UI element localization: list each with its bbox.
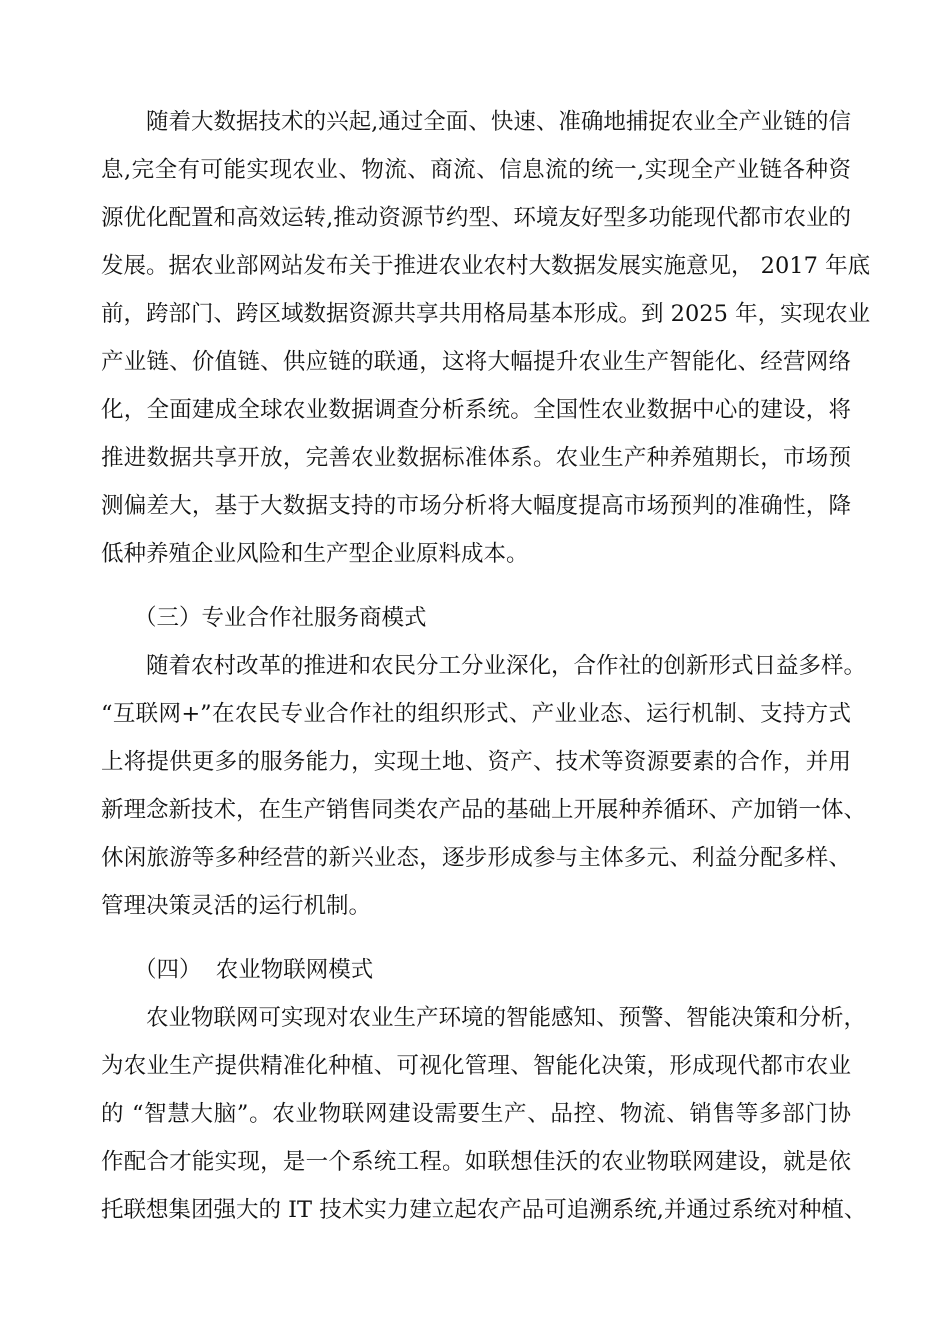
paragraph-1-line-2: 息,完全有可能实现农业、物流、商流、信息流的统一,实现全产业链各种资 (101, 157, 851, 183)
paragraph-1-line-9: 测偏差大，基于大数据支持的市场分析将大幅度提高市场预判的准确性，降 (101, 493, 851, 519)
section-heading-4: （四） 农业物联网模式 (134, 957, 374, 983)
paragraph-3-line-4: 作配合才能实现，是一个系统工程。如联想佳沃的农业物联网建设，就是依 (101, 1149, 851, 1175)
paragraph-1-line-3: 源优化配置和高效运转,推动资源节约型、环境友好型多功能现代都市农业的 (101, 205, 851, 231)
paragraph-1-line-5: 前，跨部门、跨区域数据资源共享共用格局基本形成。到 2025 年，实现农业 (101, 301, 871, 327)
paragraph-2-line-2: “互联网+”在农民专业合作社的组织形式、产业业态、运行机制、支持方式 (101, 701, 851, 727)
paragraph-3-line-2: 为农业生产提供精准化种植、可视化管理、智能化决策，形成现代都市农业 (101, 1053, 851, 1079)
paragraph-2-line-5: 休闲旅游等多种经营的新兴业态，逐步形成参与主体多元、利益分配多样、 (101, 845, 851, 871)
section-heading-3: （三）专业合作社服务商模式 (134, 605, 427, 631)
paragraph-1-line-8: 推进数据共享开放，完善农业数据标准体系。农业生产种养殖期长，市场预 (101, 445, 851, 471)
paragraph-3-line-5: 托联想集团强大的 IT 技术实力建立起农产品可追溯系统,并通过系统对种植、 (101, 1197, 867, 1223)
paragraph-2-line-4: 新理念新技术，在生产销售同类农产品的基础上开展种养循环、产加销一体、 (101, 797, 867, 823)
paragraph-2-line-3: 上将提供更多的服务能力，实现土地、资产、技术等资源要素的合作，并用 (101, 749, 851, 775)
paragraph-3-line-3: 的 “智慧大脑”。农业物联网建设需要生产、品控、物流、销售等多部门协 (101, 1101, 851, 1127)
paragraph-1-line-1: 随着大数据技术的兴起,通过全面、快速、准确地捕捉农业全产业链的信 (146, 109, 851, 135)
paragraph-1-line-4: 发展。据农业部网站发布关于推进农业农村大数据发展实施意见， 2017 年底 (101, 253, 871, 279)
paragraph-2-line-1: 随着农村改革的推进和农民分工分业深化，合作社的创新形式日益多样。 (146, 653, 867, 679)
paragraph-2-line-6: 管理决策灵活的运行机制。 (101, 893, 372, 919)
paragraph-1-line-6: 产业链、价值链、供应链的联通，这将大幅提升农业生产智能化、经营网络 (101, 349, 851, 375)
paragraph-1-line-10: 低种养殖企业风险和生产型企业原料成本。 (101, 541, 529, 567)
paragraph-3-line-1: 农业物联网可实现对农业生产环境的智能感知、预警、智能决策和分析， (146, 1005, 867, 1031)
paragraph-1-line-7: 化，全面建成全球农业数据调查分析系统。全国性农业数据中心的建设，将 (101, 397, 851, 423)
